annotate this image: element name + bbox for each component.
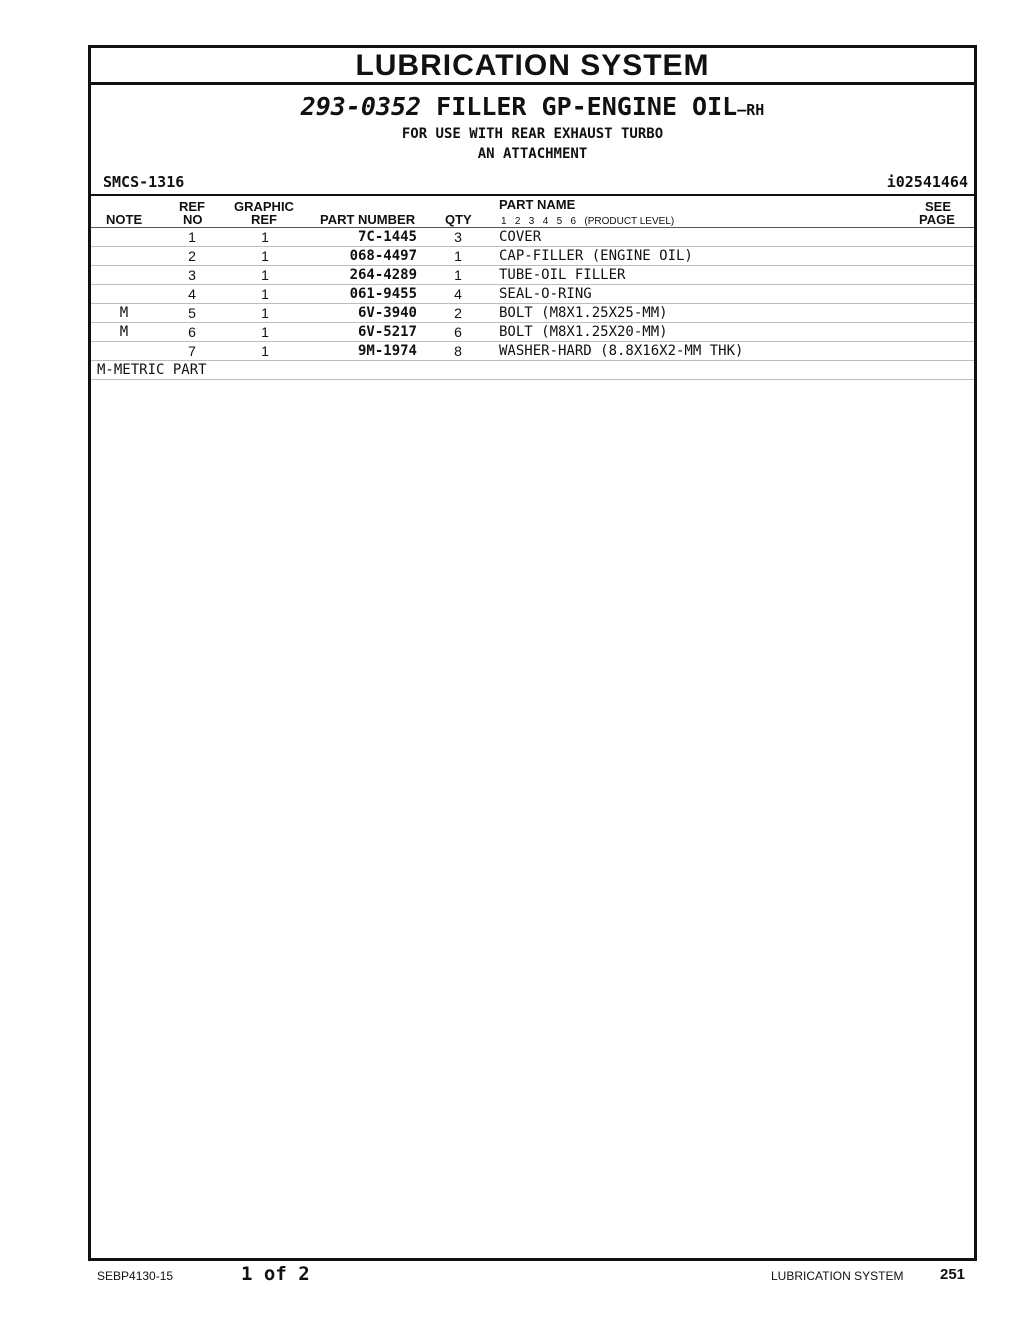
- table-row: [91, 304, 974, 323]
- cell-graphic-ref: 1: [261, 229, 269, 245]
- footer-page-number: 251: [940, 1266, 966, 1283]
- col-ref-bottom: NO: [183, 212, 203, 227]
- col-see-bottom: PAGE: [919, 212, 955, 227]
- subtitle-line-1: FOR USE WITH REAR EXHAUST TURBO: [401, 126, 664, 142]
- col-part-number: PART NUMBER: [320, 212, 416, 227]
- subtitle-line-2: AN ATTACHMENT: [477, 146, 588, 162]
- cell-ref-no: 6: [188, 324, 196, 340]
- meta-row: [91, 172, 974, 194]
- cell-qty: 1: [454, 267, 462, 283]
- cell-part-number: 6V-3940: [357, 305, 417, 321]
- footer-doc-id: SEBP4130-15: [97, 1269, 174, 1283]
- group-name: FILLER GP-ENGINE OIL: [436, 92, 738, 121]
- parts-page-frame: [88, 45, 977, 1261]
- footer-section: LUBRICATION SYSTEM: [771, 1269, 904, 1283]
- col-qty: QTY: [445, 212, 472, 227]
- group-suffix: —RH: [737, 101, 765, 119]
- cell-ref-no: 2: [188, 248, 196, 264]
- smcs-code: SMCS-1316: [103, 173, 185, 191]
- cell-part-number: 7C-1445: [357, 229, 417, 245]
- cell-graphic-ref: 1: [261, 286, 269, 302]
- footnote-row: [91, 361, 974, 380]
- cell-part-number: 6V-5217: [357, 324, 417, 340]
- col-graphic-bottom: REF: [251, 212, 277, 227]
- cell-part-name: COVER: [499, 229, 542, 245]
- cell-note: M: [119, 305, 129, 321]
- footer-page-of: 1 of 2: [241, 1263, 310, 1285]
- cell-qty: 2: [454, 305, 462, 321]
- cell-graphic-ref: 1: [261, 324, 269, 340]
- cell-part-name: BOLT (M8X1.25X20-MM): [499, 324, 668, 340]
- cell-qty: 1: [454, 248, 462, 264]
- cell-graphic-ref: 1: [261, 248, 269, 264]
- col-ref-top: REF: [179, 199, 205, 214]
- cell-graphic-ref: 1: [261, 267, 269, 283]
- cell-part-number: 264-4289: [349, 267, 417, 283]
- info-id: i02541464: [886, 173, 968, 191]
- section-title: LUBRICATION SYSTEM: [91, 48, 974, 85]
- cell-ref-no: 5: [188, 305, 196, 321]
- cell-ref-no: 7: [188, 343, 196, 359]
- cell-part-number: 061-9455: [349, 286, 417, 302]
- group-title: [91, 93, 974, 124]
- cell-qty: 6: [454, 324, 462, 340]
- cell-qty: 3: [454, 229, 462, 245]
- table-row: [91, 228, 974, 247]
- table-row: [91, 247, 974, 266]
- page-footer: [0, 1262, 1020, 1292]
- cell-part-name: WASHER-HARD (8.8X16X2-MM THK): [499, 343, 744, 359]
- cell-ref-no: 1: [188, 229, 196, 245]
- cell-qty: 8: [454, 343, 462, 359]
- metric-footnote: M-METRIC PART: [97, 362, 207, 378]
- col-product-levels: 1 2 3 4 5 6 (PRODUCT LEVEL): [501, 216, 675, 227]
- col-note: NOTE: [106, 212, 143, 227]
- cell-ref-no: 3: [188, 267, 196, 283]
- cell-part-name: BOLT (M8X1.25X25-MM): [499, 305, 668, 321]
- cell-qty: 4: [454, 286, 462, 302]
- group-number: 293-0352: [300, 92, 422, 121]
- cell-graphic-ref: 1: [261, 305, 269, 321]
- cell-part-number: 068-4497: [349, 248, 417, 264]
- cell-graphic-ref: 1: [261, 343, 269, 359]
- col-part-name: PART NAME: [499, 197, 576, 212]
- cell-note: M: [119, 324, 129, 340]
- table-row: [91, 342, 974, 361]
- parts-table-body: [91, 228, 974, 380]
- table-row: [91, 285, 974, 304]
- col-graphic-top: GRAPHIC: [234, 199, 294, 214]
- table-header: [91, 196, 974, 228]
- cell-ref-no: 4: [188, 286, 196, 302]
- table-row: [91, 323, 974, 342]
- cell-part-name: TUBE-OIL FILLER: [499, 267, 626, 283]
- col-see-top: SEE: [925, 199, 952, 214]
- cell-part-number: 9M-1974: [357, 343, 417, 359]
- table-row: [91, 266, 974, 285]
- cell-part-name: SEAL-O-RING: [499, 286, 592, 302]
- cell-part-name: CAP-FILLER (ENGINE OIL): [499, 248, 693, 264]
